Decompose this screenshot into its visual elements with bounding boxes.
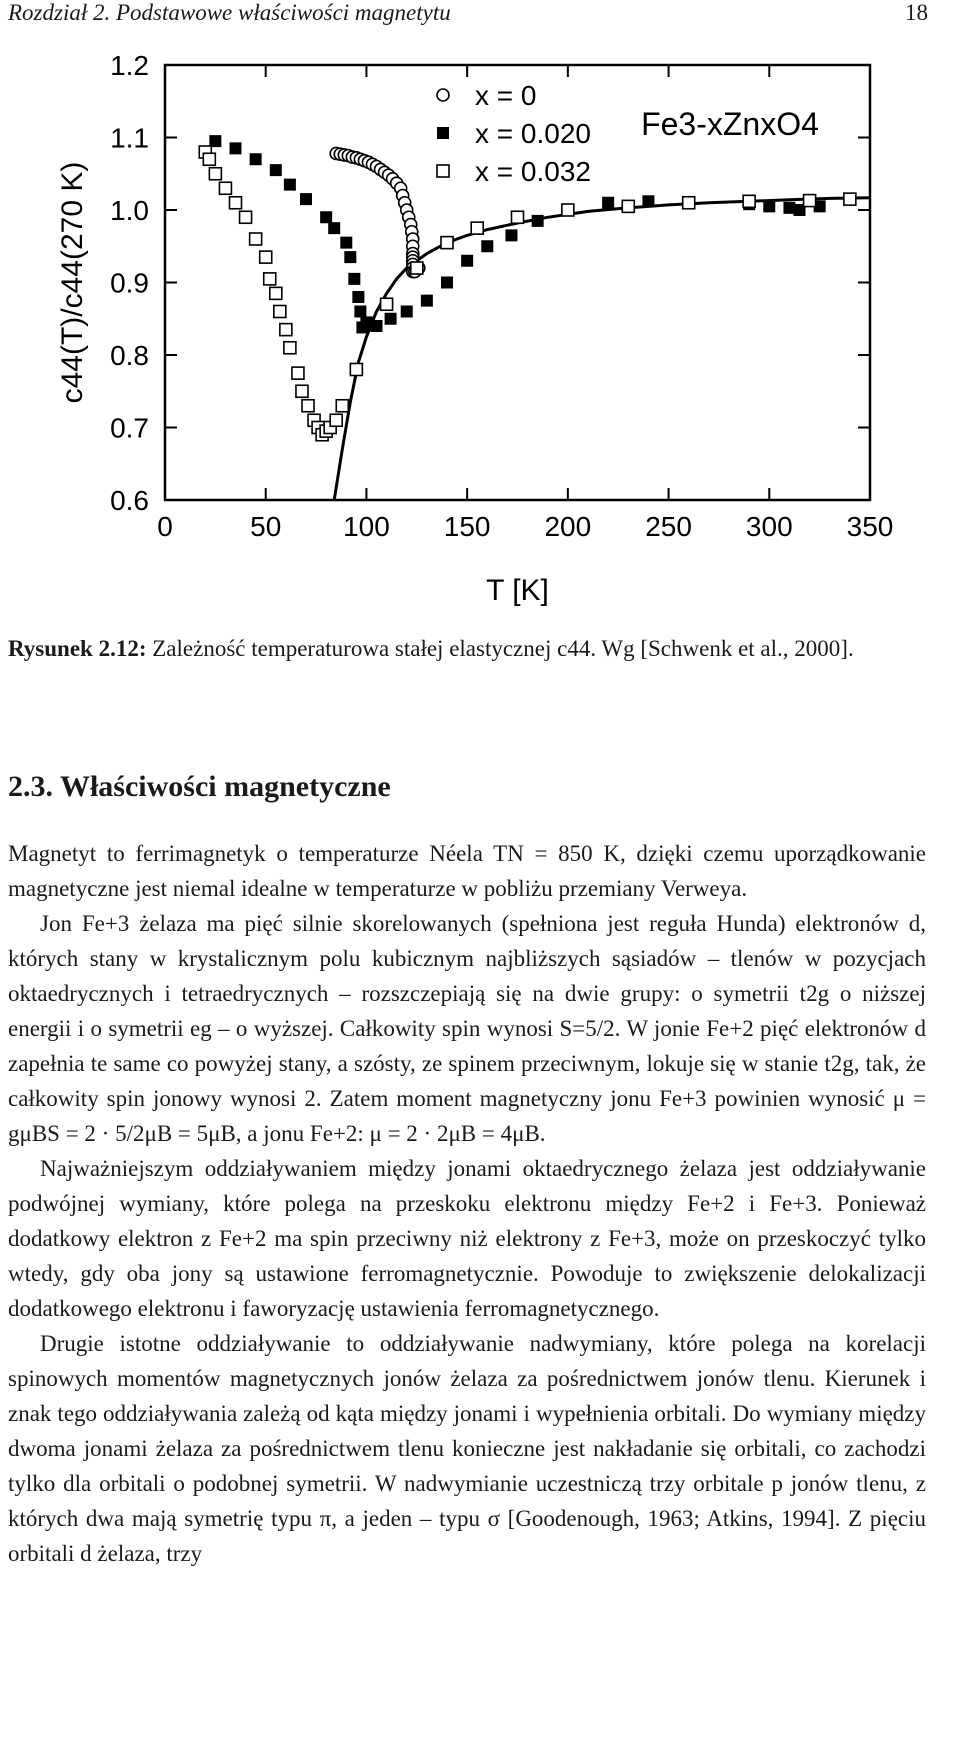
point-x0020 <box>461 255 473 267</box>
legend-label: x = 0.020 <box>475 118 591 149</box>
point-x0032 <box>683 197 695 209</box>
point-x0032 <box>844 193 856 205</box>
figure-chart <box>0 55 960 615</box>
body-text <box>8 836 926 1571</box>
point-x0020 <box>481 240 493 252</box>
point-x0020 <box>352 291 364 303</box>
paragraph: Magnetyt to ferrimagnetyk o temperaturze Néela TN = 850 K, dzięki czemu uporządkowanie magnetyczne jest niemal idealne w temperaturze w pobliżu przemiany Verweya. <box>8 841 926 901</box>
point-x0032 <box>219 182 231 194</box>
x-tick-label: 200 <box>544 511 592 542</box>
y-tick-label: 0.6 <box>110 485 149 516</box>
point-x0032 <box>250 233 262 245</box>
point-x0020 <box>354 306 366 318</box>
point-x0020 <box>270 164 282 176</box>
legend-marker <box>437 127 449 139</box>
point-x0032 <box>230 197 242 209</box>
chart-annotation: Fe3-xZnxO4 <box>641 106 819 142</box>
paragraph: Jon Fe+3 żelaza ma pięć silnie skorelowanych (spełniona jest reguła Hunda) elektronów d, których stany w krystalicznym polu kubicznym najbliższych sąsiadów – tlenów w pozycjach oktaedrycznych i tetraedrycznych – rozszczepiają się na dwie grupy: o symetrii t2g o niższej energii i o symetrii eg – o wyższej. Całkowity spin wynosi S=5/2. W jonie Fe+2 pięć elektronów d zapełnia te same co powyżej stany, a szósty, ze spinem przeciwnym, lokuje się w stanie t2g, tak, że całkowity spin jonowy wynosi 2. Zatem moment magnetyczny jonu Fe+3 powinien wynosić μ = gμBS = 2 · 5/2μB = 5μB, a jonu Fe+2: μ = 2 · 2μB = 4μB. <box>8 911 926 1146</box>
x-tick-label: 150 <box>443 511 491 542</box>
point-x0032 <box>350 364 362 376</box>
x-tick-label: 300 <box>745 511 793 542</box>
point-x0020 <box>230 142 242 154</box>
legend-label: x = 0.032 <box>475 156 591 187</box>
point-x0020 <box>344 251 356 263</box>
point-x0032 <box>512 211 524 223</box>
point-x0020 <box>532 215 544 227</box>
legend-label: x = 0 <box>475 80 537 111</box>
figure-caption <box>8 632 928 665</box>
point-x0032 <box>264 273 276 285</box>
point-x0032 <box>471 222 483 234</box>
y-tick-label: 0.9 <box>110 267 149 299</box>
caption-label: Rysunek 2.12: <box>8 636 147 661</box>
point-x0032 <box>441 237 453 249</box>
point-x0032 <box>270 287 282 299</box>
point-x0020 <box>401 306 413 318</box>
point-x0020 <box>250 153 262 165</box>
point-x0032 <box>209 168 221 180</box>
point-x0032 <box>292 367 304 379</box>
point-x0020 <box>602 197 614 209</box>
point-x0020 <box>441 277 453 289</box>
chapter-title: Rozdział 2. Podstawowe właściwości magnetytu <box>8 0 451 25</box>
caption-text: Zależność temperaturowa stałej elastycznej c44. Wg [Schwenk et al., 2000]. <box>152 636 854 661</box>
point-x0032 <box>381 298 393 310</box>
point-x0020 <box>340 237 352 249</box>
point-x0032 <box>743 195 755 207</box>
point-x0020 <box>320 211 332 223</box>
point-x0020 <box>421 295 433 307</box>
point-x0020 <box>505 229 517 241</box>
point-x0020 <box>348 273 360 285</box>
legend-marker <box>437 89 449 101</box>
point-x0032 <box>336 400 348 412</box>
x-tick-label: 350 <box>846 511 894 542</box>
x-tick-label: 0 <box>157 511 173 542</box>
x-axis-label: T [K] <box>486 574 549 607</box>
section-number: 2.3. <box>8 770 53 803</box>
y-tick-label: 0.8 <box>110 340 149 371</box>
point-x0020 <box>763 200 775 212</box>
y-tick-label: 1.0 <box>110 195 149 226</box>
chart-svg <box>0 55 960 615</box>
x-tick-label: 250 <box>645 511 692 542</box>
point-x0032 <box>330 414 342 426</box>
point-x0020 <box>284 179 296 191</box>
x-tick-label: 50 <box>250 511 282 542</box>
point-x0020 <box>385 313 397 325</box>
point-x0032 <box>260 251 272 263</box>
point-x0032 <box>296 385 308 397</box>
point-x0032 <box>203 153 215 165</box>
point-x0032 <box>240 211 252 223</box>
y-axis-label: c44(T)/c44(270 K) <box>56 161 89 404</box>
legend <box>437 80 591 187</box>
point-x0032 <box>274 306 286 318</box>
y-tick-label: 1.1 <box>110 122 149 154</box>
point-x0032 <box>622 200 634 212</box>
point-x0032 <box>411 262 423 274</box>
paragraph: Drugie istotne oddziaływanie to oddziaływanie nadwymiany, które polega na korelacji spinowych momentów magnetycznych jonów żelaza za pośrednictwem jonów tlenu. Kierunek i znak tego oddziaływania zależą od kąta między jonami i wypełnienia orbitali. Do wymiany między dwoma jonami żelaza za pośrednictwem tlenu konieczne jest nakładanie się orbitali, co zachodzi tylko dla orbitali o podobnej symetrii. W nadwymianie uczestniczą trzy orbitale p jonów tlenu, z których dwa mają symetrię typu π, a jeden – typu σ [Goodenough, 1963; Atkins, 1994]. Z pięciu orbitali d żelaza, trzy <box>8 1331 926 1566</box>
point-x0032 <box>302 400 314 412</box>
point-x0032 <box>284 342 296 354</box>
section-heading <box>8 770 391 804</box>
point-x0032 <box>562 204 574 216</box>
point-x0020 <box>642 195 654 207</box>
paragraph: Najważniejszym oddziaływaniem między jonami oktaedrycznego żelaza jest oddziaływanie podwójnej wymiany, które polega na przeskoku elektronu między Fe+2 i Fe+3. Ponieważ dodatkowy elektron z Fe+2 ma spin przeciwny niż elektrony z Fe+3, może on przeskoczyć tylko wtedy, gdy oba jony są ustawione ferromagnetycznie. Powoduje to zwiększenie delokalizacji dodatkowego elektronu i faworyzację ustawienia ferromagnetycznego. <box>8 1156 926 1321</box>
page-header <box>8 0 928 30</box>
section-title: Właściwości magnetyczne <box>59 770 391 803</box>
y-tick-label: 1.2 <box>110 55 149 81</box>
point-x0020 <box>328 222 340 234</box>
point-x0020 <box>371 320 383 332</box>
point-x0032 <box>804 195 816 207</box>
y-tick-label: 0.7 <box>110 412 149 444</box>
legend-marker <box>437 165 449 177</box>
point-x0020 <box>300 193 312 205</box>
point-x0032 <box>280 324 292 336</box>
page-number: 18 <box>905 0 928 25</box>
x-tick-label: 100 <box>343 511 390 542</box>
